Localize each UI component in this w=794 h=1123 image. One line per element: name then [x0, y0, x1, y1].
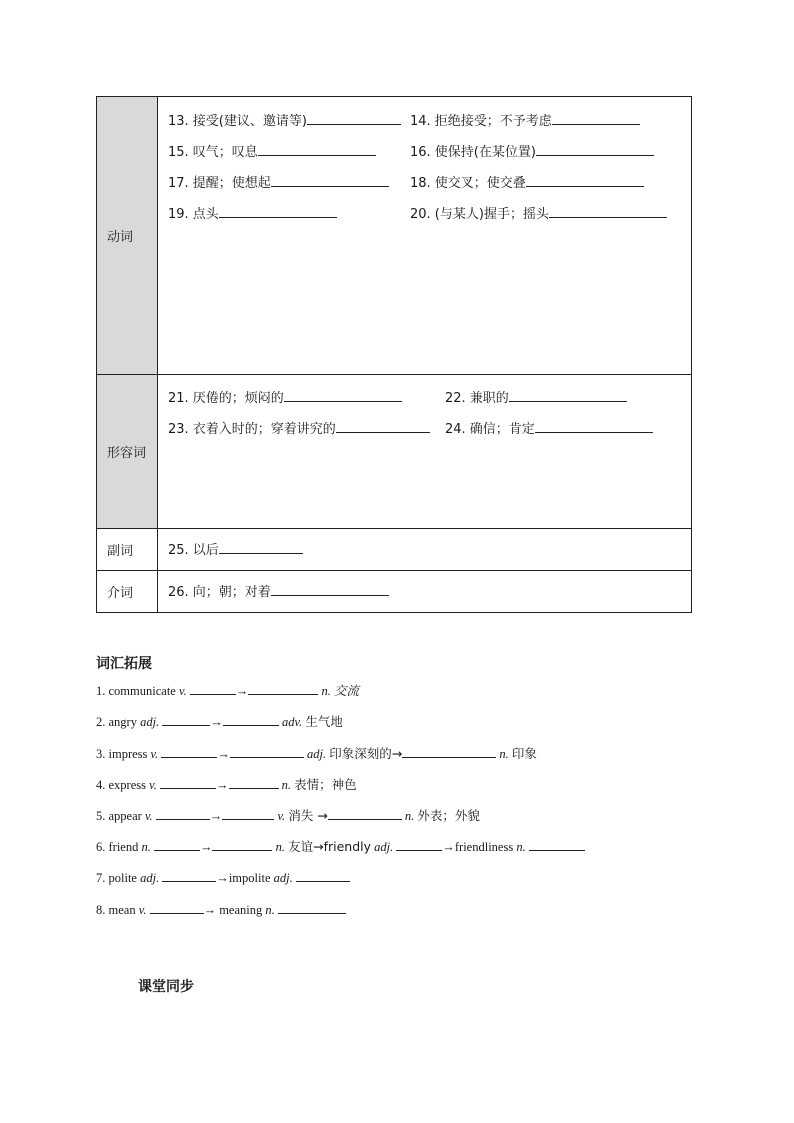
answer-blank[interactable]: [219, 205, 337, 218]
answer-blank[interactable]: [396, 839, 442, 851]
vocab-item: 23. 衣着入时的；穿着讲究的: [168, 420, 430, 438]
expansion-title: 词汇拓展: [96, 656, 152, 672]
answer-blank[interactable]: [535, 420, 653, 433]
vocab-item: 20. (与某人)握手；摇头: [410, 205, 667, 223]
answer-blank[interactable]: [328, 808, 402, 820]
vocab-item: 25. 以后: [168, 541, 303, 559]
answer-blank[interactable]: [150, 902, 204, 914]
answer-blank[interactable]: [248, 683, 318, 695]
answer-blank[interactable]: [156, 808, 210, 820]
expansion-line: 3. impress v. → adj. 印象深刻的→ n. 印象: [96, 746, 537, 761]
expansion-line: 2. angry adj. → adv. 生气地: [96, 714, 343, 729]
vocabulary-table: [96, 96, 692, 613]
adjective-row: [97, 375, 692, 529]
adverb-items-cell: [158, 529, 692, 571]
answer-blank[interactable]: [549, 205, 667, 218]
answer-blank[interactable]: [162, 714, 210, 726]
vocab-item: 14. 拒绝接受；不予考虑: [410, 112, 640, 130]
vocab-item: 22. 兼职的: [445, 389, 627, 407]
expansion-line: 4. express v. → n. 表情；神色: [96, 777, 357, 792]
answer-blank[interactable]: [284, 389, 402, 402]
preposition-row: [97, 571, 692, 613]
answer-blank[interactable]: [278, 902, 346, 914]
answer-blank[interactable]: [162, 870, 216, 882]
adjective-items-cell: [158, 375, 692, 529]
answer-blank[interactable]: [336, 420, 430, 433]
answer-blank[interactable]: [526, 174, 644, 187]
vocab-item: 24. 确信；肯定: [445, 420, 653, 438]
answer-blank[interactable]: [229, 777, 279, 789]
adverb-row: [97, 529, 692, 571]
vocab-item: 26. 向；朝；对着: [168, 583, 389, 601]
vocab-item: 18. 使交叉；使交叠: [410, 174, 644, 192]
vocab-item: 17. 提醒；使想起: [168, 174, 389, 192]
answer-blank[interactable]: [509, 389, 627, 402]
answer-blank[interactable]: [402, 746, 496, 758]
answer-blank[interactable]: [154, 839, 200, 851]
answer-blank[interactable]: [258, 143, 376, 156]
classroom-title: 课堂同步: [138, 979, 194, 995]
vocab-item: 21. 厌倦的；烦闷的: [168, 389, 402, 407]
answer-blank[interactable]: [222, 808, 274, 820]
answer-blank[interactable]: [271, 583, 389, 596]
category-verb: 动词: [97, 97, 158, 375]
answer-blank[interactable]: [190, 683, 236, 695]
preposition-items-cell: [158, 571, 692, 613]
expansion-line: 1. communicate v. → n. 交流: [96, 683, 359, 698]
verb-items-cell: [158, 97, 692, 375]
answer-blank[interactable]: [230, 746, 304, 758]
answer-blank[interactable]: [223, 714, 279, 726]
expansion-line: 5. appear v. → v. 消失 → n. 外表；外貌: [96, 808, 480, 823]
expansion-line: 7. polite adj. →impolite adj.: [96, 870, 350, 886]
answer-blank[interactable]: [219, 541, 303, 554]
expansion-line: 6. friend n. → n. 友谊→friendly adj. →friendliness n.: [96, 839, 585, 855]
expansion-line: 8. mean v. → meaning n.: [96, 902, 346, 918]
answer-blank[interactable]: [536, 143, 654, 156]
answer-blank[interactable]: [160, 777, 216, 789]
answer-blank[interactable]: [212, 839, 272, 851]
answer-blank[interactable]: [271, 174, 389, 187]
category-preposition: 介词: [97, 571, 158, 613]
category-adverb: 副词: [97, 529, 158, 571]
vocab-item: 16. 使保持(在某位置): [410, 143, 654, 161]
answer-blank[interactable]: [552, 112, 640, 125]
vocab-item: 19. 点头: [168, 205, 337, 223]
vocab-item: 15. 叹气；叹息: [168, 143, 376, 161]
answer-blank[interactable]: [307, 112, 401, 125]
category-adjective: 形容词: [97, 375, 158, 529]
answer-blank[interactable]: [529, 839, 585, 851]
answer-blank[interactable]: [161, 746, 217, 758]
answer-blank[interactable]: [296, 870, 350, 882]
verb-row: [97, 97, 692, 375]
vocab-item: 13. 接受(建议、邀请等): [168, 112, 401, 130]
